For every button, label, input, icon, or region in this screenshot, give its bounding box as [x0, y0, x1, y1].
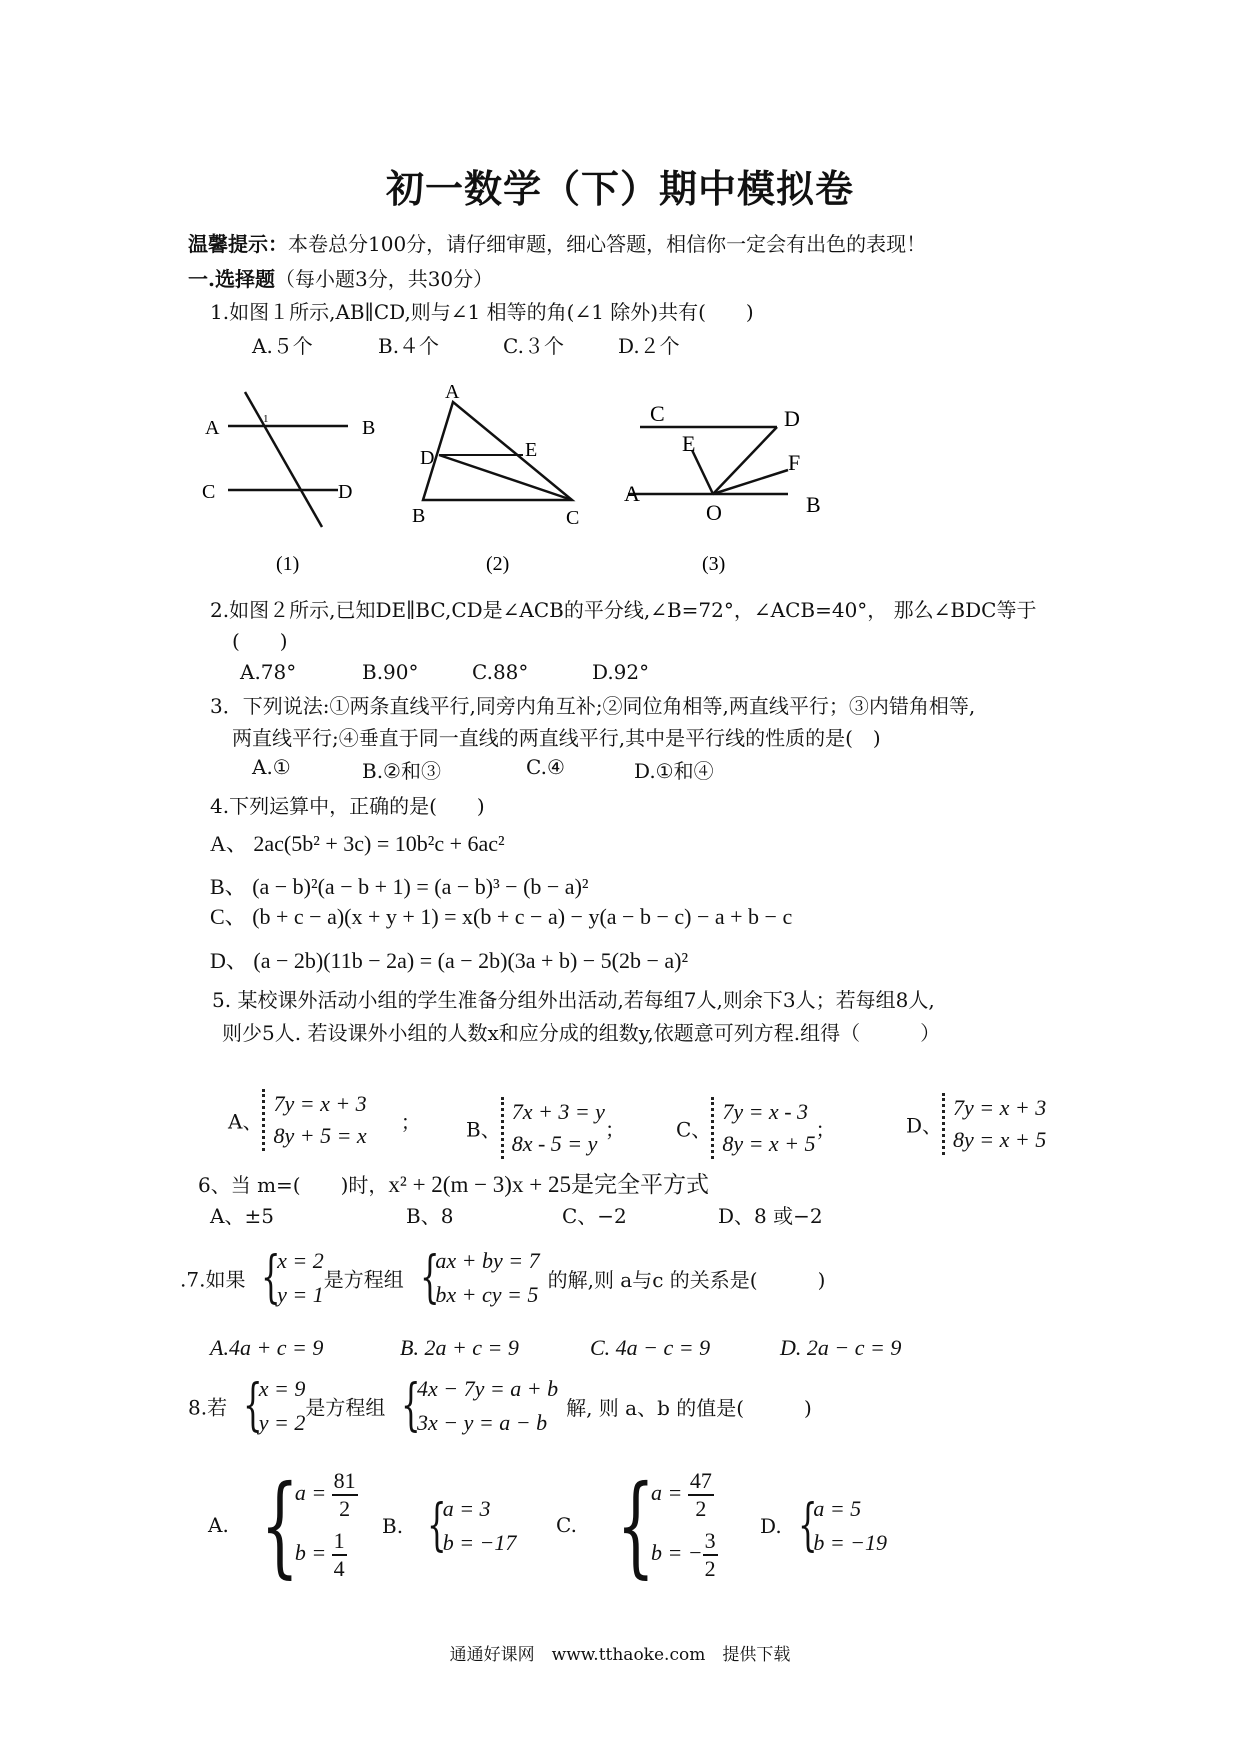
q5-option-d-eq1: 7y = x + 3 [953, 1095, 1047, 1120]
q7-option-c: C. 4a − c = 9 [590, 1335, 711, 1360]
q8-option-c: C. { a = $\frac{47}{2}$ b = − $\frac{3}{2}$ [556, 1461, 716, 1589]
q4-option-b-expr: (a − b)²(a − b + 1) = (a − b)³ − (b − a)² [252, 874, 589, 899]
q4-option-d-label: D、 [210, 948, 248, 973]
tip-text: 本卷总分100分，请仔细审题，细心答题，相信你一定会有出色的表现！ [288, 232, 927, 256]
q5-stem-line1: 5. 某校课外活动小组的学生准备分组外出活动,若每组7人,则余下3人；若每组8人, [212, 988, 935, 1012]
q8-option-a-a-den: 2 [339, 1496, 351, 1521]
fig2-caption: (2) [486, 553, 510, 575]
q5-option-a [228, 1088, 421, 1152]
q7-sys2-eq2: bx + cy = 5 [435, 1282, 539, 1307]
q4-option-a [210, 827, 505, 858]
section-heading [188, 263, 493, 292]
q5-option-c-eq2: 8y = x + 5 [722, 1131, 816, 1156]
q1-option-d: D.２个 [618, 334, 680, 358]
q7-post: 的解,则 a与c 的关系是( ) [547, 1267, 826, 1292]
fig1-label-c: C [202, 481, 216, 503]
figure-1 [202, 392, 375, 575]
q5-option-a-sep: ； [400, 1109, 421, 1134]
fig3-label-o: O [706, 500, 722, 525]
q5-option-c [676, 1096, 836, 1160]
q2-option-b: B.90° [362, 660, 419, 684]
q8-sys2-eq2: 3x − y = a − b [417, 1410, 548, 1435]
fig2-label-c: C [566, 507, 580, 529]
q5-option-a-eq1: 7y = x + 3 [273, 1091, 367, 1116]
fig3-label-f: F [788, 450, 801, 475]
q8-option-c-a-num: 47 [688, 1468, 714, 1496]
q5-option-c-sep: ； [815, 1117, 836, 1142]
q6-stem [198, 1166, 709, 1199]
q4-stem: 4.下列运算中，正确的是( ) [210, 794, 485, 818]
q8-option-c-b-den: 2 [704, 1556, 716, 1581]
fig1-label-a: A [205, 417, 220, 439]
q6-stem-expr: x² + 2(m − 3)x + 25是完全平方式 [388, 1172, 709, 1197]
q5-option-b-sep: ； [604, 1117, 625, 1142]
q5-option-c-label: C、 [676, 1117, 712, 1142]
q4-option-b-label: B、 [210, 874, 247, 899]
page-title: 初一数学（下）期中模拟卷 [385, 166, 854, 211]
fig3-caption: (3) [702, 553, 726, 575]
section-title: 一.选择题 [188, 267, 275, 291]
q8-option-d-b: b = −19 [813, 1530, 888, 1555]
q2-option-d: D.92° [592, 660, 650, 684]
q8-option-d-label: D. [760, 1514, 782, 1538]
q8-post: 解, 则 a、b 的值是( ) [566, 1395, 812, 1420]
q5-option-c-eq1: 7y = x - 3 [722, 1099, 809, 1124]
fig1-label-b: B [362, 417, 376, 439]
q5-stem-line2: 则少5人. 若设课外小组的人数x和应分成的组数y,依题意可列方程.组得（ ） [222, 1021, 941, 1045]
q8-option-a: A. { a = $\frac{81}{2}$ b = $\frac{1}{4}$ [208, 1461, 356, 1589]
figure-2 [412, 381, 579, 575]
q8-option-d: D. { a = 5 b = −19 [760, 1493, 888, 1558]
q5-option-d-label: D、 [906, 1113, 943, 1138]
q8-option-c-a-lhs: a = [650, 1480, 683, 1506]
q1-option-a: A.５个 [252, 334, 313, 358]
q1-stem: 1.如图１所示,AB∥CD,则与∠1 相等的角(∠1 除外)共有( ) [210, 300, 754, 324]
tip-label: 温馨提示： [188, 232, 288, 256]
q7-pre: .7.如果 [180, 1267, 246, 1292]
q7-sys1-eq2: y = 1 [277, 1282, 324, 1307]
fig2-label-a: A [445, 381, 460, 403]
q4-option-d-expr: (a − 2b)(11b − 2a) = (a − 2b)(3a + b) − 5(2b − a)² [253, 948, 689, 973]
figures [180, 370, 1080, 590]
q5-option-d [906, 1092, 1046, 1156]
q6-option-a: A、±5 [210, 1204, 274, 1228]
q8-option-c-b-num: 3 [703, 1528, 718, 1556]
q8-option-d-a: a = 5 [813, 1496, 862, 1521]
tip [188, 228, 926, 257]
q5-option-b-eq1: 7x + 3 = y [511, 1099, 605, 1124]
q3-option-a: A.① [252, 755, 291, 779]
q8-option-a-a-lhs: a = [294, 1480, 327, 1506]
q7-sys2-eq1: ax + by = 7 [435, 1248, 540, 1273]
q4-option-d [210, 944, 688, 975]
q5-option-a-eq2: 8y + 5 = x [273, 1123, 367, 1148]
q6-option-d: D、8 或−2 [718, 1204, 823, 1228]
q8-option-c-a-den: 2 [695, 1496, 707, 1521]
q8-option-b-b: b = −17 [442, 1530, 517, 1555]
footer: 通通好课网 www.tthaoke.com 提供下载 [449, 1645, 791, 1665]
fig3-label-e: E [682, 431, 696, 456]
q8-sys1-eq2: y = 2 [258, 1410, 306, 1435]
q8-stem: 8.若 { x = 9 y = 2 是方程组 { 4x − 7y = a + b 3x − y = a − b 解, 则 a、b 的值是( ) [188, 1373, 812, 1438]
fig2-label-b: B [412, 505, 426, 527]
q2-option-c: C.88° [472, 660, 529, 684]
q5-option-b [466, 1096, 625, 1160]
fig3-label-d: D [784, 406, 800, 431]
q7-option-d: D. 2a − c = 9 [780, 1335, 902, 1360]
q8-option-c-b-lhs: b = − [650, 1540, 703, 1566]
q8-option-a-b-den: 4 [333, 1556, 345, 1581]
q7-option-a: A.4a + c = 9 [210, 1335, 324, 1360]
q7-option-b: B. 2a + c = 9 [400, 1335, 519, 1360]
q6-option-b: B、8 [406, 1204, 454, 1228]
q4-option-c-label: C、 [210, 904, 247, 929]
fig3-label-c: C [650, 401, 665, 426]
q5-option-b-label: B、 [466, 1117, 501, 1142]
q4-option-c-expr: (b + c − a)(x + y + 1) = x(b + c − a) − y(a − b − c) − a + b − c [252, 904, 793, 929]
fig1-label-d: D [338, 481, 353, 503]
q3-stem-line2: 两直线平行;④垂直于同一直线的两直线平行,其中是平行线的性质的是( ) [232, 726, 881, 750]
q1-option-b: B.４个 [378, 334, 440, 358]
q6-stem-pre: 6、当 m=( )时， [198, 1173, 389, 1197]
q8-pre: 8.若 [188, 1395, 228, 1420]
q5-option-a-label: A、 [228, 1109, 263, 1134]
q4-option-a-expr: 2ac(5b² + 3c) = 10b²c + 6ac² [253, 831, 505, 856]
q5-option-d-eq2: 8y = x + 5 [953, 1127, 1047, 1152]
fig1-label-1: 1 [263, 413, 269, 425]
q3-option-d: D.①和④ [634, 759, 714, 783]
q3-option-b: B.②和③ [362, 759, 441, 783]
q2-stem-line1: 2.如图２所示,已知DE∥BC,CD是∠ACB的平分线,∠B=72°，∠ACB=40°， 那么∠BDC等于 [210, 598, 1037, 622]
q8-sys1-eq1: x = 9 [258, 1376, 306, 1401]
fig3-label-b: B [806, 492, 821, 517]
q7-stem: .7.如果 { x = 2 y = 1 是方程组 { ax + by = 7 bx + cy = 5 的解,则 a与c 的关系是( ) [180, 1245, 826, 1310]
q8-option-a-label: A. [208, 1513, 229, 1537]
section-note: （每小题3分，共30分） [274, 267, 494, 291]
q8-option-b-a: a = 3 [442, 1496, 491, 1521]
q8-option-c-label: C. [556, 1513, 577, 1537]
q7-mid: 是方程组 [323, 1267, 404, 1292]
figures-svg [180, 370, 1080, 590]
q2-stem-line2: ( ) [232, 629, 288, 653]
q4-option-a-label: A、 [210, 831, 248, 856]
q8-option-a-b-num: 1 [332, 1528, 347, 1556]
q8-option-a-b-lhs: b = [294, 1540, 327, 1566]
q4-option-c [210, 900, 792, 931]
q8-option-b-label: B. [382, 1514, 404, 1538]
q8-option-a-a-num: 81 [332, 1468, 358, 1496]
q3-stem-line1: 3．下列说法:①两条直线平行,同旁内角互补;②同位角相等,两直线平行；③内错角相等, [210, 694, 976, 718]
q6-option-c: C、−2 [562, 1204, 627, 1228]
q8-sys2-eq1: 4x − 7y = a + b [417, 1376, 559, 1401]
q3-option-c: C.④ [526, 755, 565, 779]
figure-3 [624, 401, 821, 575]
q8-option-b: B. { a = 3 b = −17 [382, 1493, 517, 1558]
q2-option-a: A.78° [240, 660, 297, 684]
q1-option-c: C.３个 [503, 334, 564, 358]
q8-mid: 是方程组 [305, 1395, 386, 1420]
fig2-label-d: D [420, 447, 435, 469]
q4-option-b [210, 870, 589, 901]
fig3-label-a: A [624, 481, 640, 506]
fig1-caption: (1) [276, 553, 300, 575]
q7-sys1-eq1: x = 2 [277, 1248, 324, 1273]
q5-option-b-eq2: 8x - 5 = y [511, 1131, 598, 1156]
fig2-label-e: E [525, 439, 538, 461]
